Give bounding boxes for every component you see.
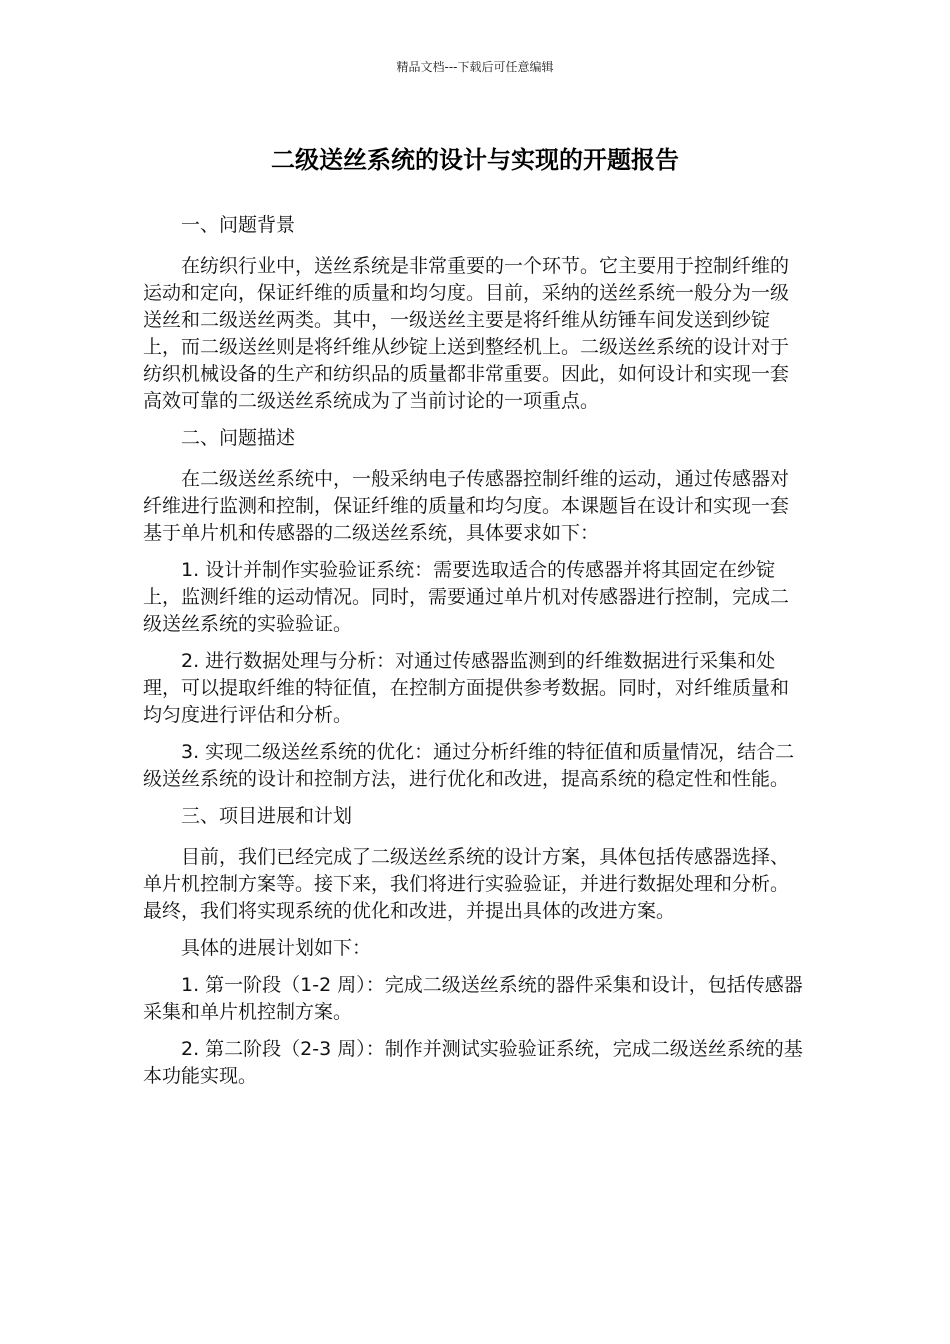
- paragraph-progress: 目前，我们已经完成了二级送丝系统的设计方案，具体包括传感器选择、单片机控制方案等。接下来，我们将进行实验验证，并进行数据处理和分析。最终，我们将实现系统的优化和改进，并提出具体的改进方案。: [143, 846, 790, 922]
- paragraph-plan-intro: 具体的进展计划如下：: [181, 937, 372, 959]
- paragraph-background: 在纺织行业中，送丝系统是非常重要的一个环节。它主要用于控制纤维的运动和定向，保证纤维的质量和均匀度。目前，采纳的送丝系统一般分为一级送丝和二级送丝两类。其中，一级送丝主要是将纤维从纺锤车间发送到纱锭上，而二级送丝则是将纤维从纱锭上送到整经机上。二级送丝系统的设计对于纺织机械设备的生产和纺织品的质量都非常重要。因此，如何设计和实现一套高效可靠的二级送丝系统成为了当前讨论的一项重点。: [143, 255, 790, 412]
- requirement-item-2: 2. 进行数据处理与分析：对通过传感器监测到的纤维数据进行采集和处理，可以提取纤维的特征值，在控制方面提供参考数据。同时，对纤维质量和均匀度进行评估和分析。: [143, 650, 790, 726]
- section-heading-background: 一、问题背景: [181, 214, 296, 236]
- page-header: 精品文档---下载后可任意编辑: [396, 60, 554, 74]
- document-title: 二级送丝系统的设计与实现的开题报告: [271, 146, 679, 174]
- section-heading-progress: 三、项目进展和计划: [181, 805, 353, 827]
- requirement-item-3: 3. 实现二级送丝系统的优化：通过分析纤维的特征值和质量情况，结合二级送丝系统的设计和控制方法，进行优化和改进，提高系统的稳定性和性能。: [143, 741, 795, 790]
- requirement-item-1: 1. 设计并制作实验验证系统：需要选取适合的传感器并将其固定在纱锭上，监测纤维的运动情况。同时，需要通过单片机对传感器进行控制，完成二级送丝系统的实验验证。: [143, 559, 790, 635]
- document-body: [143, 212, 803, 1100]
- plan-item-1: 1. 第一阶段（1-2 周）：完成二级送丝系统的器件采集和设计，包括传感器采集和单片机控制方案。: [143, 974, 803, 1023]
- paragraph-description: 在二级送丝系统中，一般采纳电子传感器控制纤维的运动，通过传感器对纤维进行监测和控制，保证纤维的质量和均匀度。本课题旨在设计和实现一套基于单片机和传感器的二级送丝系统，具体要求如下：: [143, 468, 790, 544]
- section-heading-description: 二、问题描述: [181, 427, 296, 449]
- plan-item-2: 2. 第二阶段（2-3 周）：制作并测试实验验证系统，完成二级送丝系统的基本功能实现。: [143, 1038, 803, 1087]
